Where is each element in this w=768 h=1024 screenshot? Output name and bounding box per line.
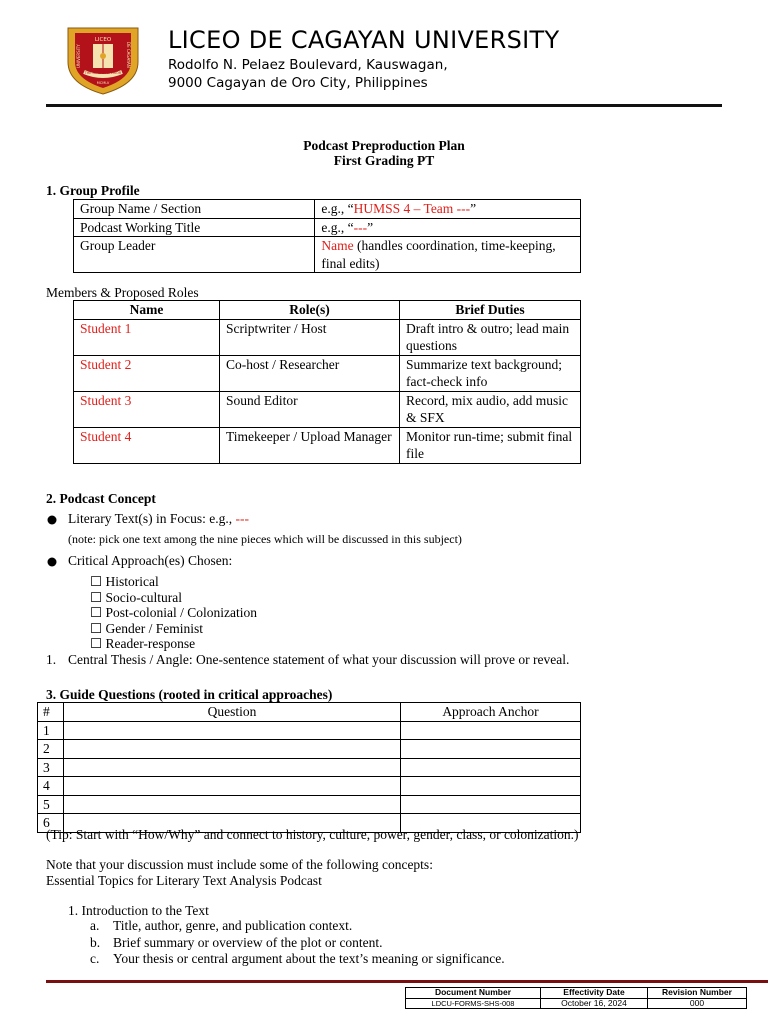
document-number-value: LDCU-FORMS-SHS-008 (406, 998, 541, 1009)
question-cell[interactable] (64, 740, 401, 759)
question-cell[interactable] (64, 758, 401, 777)
list-item (90, 918, 505, 935)
university-name: LICEO DE CAGAYAN UNIVERSITY (168, 26, 560, 54)
section-group-profile-heading: 1. Group Profile (46, 183, 140, 198)
list-text: Title, author, genre, and publication context. (113, 918, 353, 933)
row-number: 3 (38, 758, 64, 777)
table-row (74, 237, 581, 273)
group-leader-label: Group Leader (74, 237, 315, 273)
approach-anchor-cell[interactable] (401, 777, 581, 796)
central-thesis-text: Central Thesis / Angle: One-sentence statement of what your discussion will prove or reveal. (68, 652, 570, 667)
member-name: Student 1 (74, 319, 220, 355)
section-guide-questions-heading: 3. Guide Questions (rooted in critical approaches) (46, 687, 333, 702)
concepts-note (46, 857, 433, 889)
checkbox-reader-response[interactable]: ☐ Reader-response (90, 636, 196, 651)
bullet-icon (46, 513, 58, 525)
table-header-row (74, 301, 581, 320)
critical-approach-label: Critical Approach(es) Chosen: (68, 553, 233, 568)
approach-anchor-cell[interactable] (401, 758, 581, 777)
value-suffix: ” (470, 201, 477, 216)
col-header-effectivity-date: Effectivity Date (541, 988, 648, 999)
checkbox-socio-cultural[interactable]: ☐ Socio-cultural (90, 589, 182, 605)
checkbox-historical[interactable]: ☐ Historical (90, 574, 159, 589)
topic-introduction: 1. Introduction to the Text (68, 903, 209, 918)
approach-anchor-cell[interactable] (401, 740, 581, 759)
row-number: 6 (38, 814, 64, 833)
table-row (38, 721, 581, 740)
podcast-title-label: Podcast Working Title (74, 218, 315, 237)
list-marker: b. (90, 934, 101, 950)
checkbox-post-colonial[interactable]: ☐ Post-colonial / Colonization (90, 605, 257, 620)
university-seal (62, 22, 144, 96)
table-row (406, 998, 747, 1009)
header-divider (46, 104, 722, 107)
table-row (74, 427, 581, 463)
topic-subitems (90, 918, 505, 968)
table-row (74, 319, 581, 355)
concepts-note-line-1: Note that your discussion must include some of the following concepts: (46, 857, 433, 872)
address-line-1: Rodolfo N. Pelaez Boulevard, Kauswagan, (168, 57, 448, 73)
university-address (168, 56, 448, 92)
members-table (73, 300, 581, 464)
footer-divider (46, 980, 768, 983)
table-row (38, 777, 581, 796)
value-suffix: ” (367, 219, 374, 235)
question-cell[interactable] (64, 777, 401, 796)
table-row (38, 795, 581, 814)
value-placeholder: HUMSS 4 – Team --- (353, 201, 471, 216)
question-cell[interactable] (64, 795, 401, 814)
literary-text-placeholder: --- (235, 511, 250, 526)
literary-text-label: Literary Text(s) in Focus: e.g., (68, 511, 236, 526)
col-header-number: # (38, 703, 64, 722)
col-header-duties: Brief Duties (400, 301, 581, 320)
group-leader-value (315, 237, 581, 273)
member-duties: Record, mix audio, add music & SFX (400, 391, 581, 427)
col-header-approach-anchor: Approach Anchor (401, 703, 581, 722)
list-item (90, 935, 505, 952)
section-podcast-concept-heading: 2. Podcast Concept (46, 491, 156, 506)
list-text: Brief summary or overview of the plot or content. (113, 934, 383, 950)
seal-motto: THE MIND SUSPERIOR (84, 71, 122, 75)
guide-questions-table (37, 702, 581, 833)
table-header-row (406, 988, 747, 999)
revision-number-value: 000 (648, 998, 747, 1009)
table-header-row (38, 703, 581, 722)
member-duties: Summarize text background; fact-check info (400, 355, 581, 391)
group-name-label: Group Name / Section (74, 200, 315, 219)
member-name: Student 2 (74, 355, 220, 391)
seal-year: MCMLV (96, 81, 110, 85)
central-thesis-marker: 1. (46, 652, 57, 667)
approach-options (90, 574, 257, 652)
row-number: 1 (38, 721, 64, 740)
question-cell[interactable] (64, 721, 401, 740)
document-title: Podcast Preproduction Plan (303, 138, 465, 153)
address-line-2: 9000 Cagayan de Oro City, Philippines (168, 75, 428, 91)
seal-text-top: LICEO (94, 37, 112, 43)
document-control-table (405, 987, 747, 1009)
col-header-name: Name (74, 301, 220, 320)
member-role: Sound Editor (220, 391, 400, 427)
table-row (74, 391, 581, 427)
checkbox-gender-feminist[interactable]: ☐ Gender / Feminist (90, 620, 203, 636)
col-header-roles: Role(s) (220, 301, 400, 320)
list-marker: a. (90, 918, 100, 933)
list-marker: c. (90, 951, 100, 966)
members-label: Members & Proposed Roles (46, 285, 199, 300)
table-row (74, 355, 581, 391)
row-number: 4 (38, 777, 64, 796)
approach-anchor-cell[interactable] (401, 721, 581, 740)
concepts-note-line-2: Essential Topics for Literary Text Analysis Podcast (46, 873, 322, 888)
bullet-icon (46, 555, 58, 567)
seal-text-right: DE CAGAYAN (126, 42, 131, 68)
effectivity-date-value: October 16, 2024 (541, 998, 648, 1009)
document-subtitle: First Grading PT (333, 153, 435, 168)
member-name: Student 4 (74, 427, 220, 463)
value-suffix: (handles coordination, time-keeping, final edits) (321, 238, 556, 271)
literary-text-line (68, 511, 249, 527)
value-placeholder: --- (353, 219, 368, 235)
member-duties: Monitor run-time; submit final file (400, 427, 581, 463)
group-profile-table (73, 199, 581, 273)
row-number: 2 (38, 740, 64, 759)
table-row (74, 218, 581, 237)
table-row (74, 200, 581, 219)
literary-text-note: (note: pick one text among the nine pieces which will be discussed in this subject) (68, 532, 462, 546)
table-row (38, 758, 581, 777)
approach-anchor-cell[interactable] (401, 795, 581, 814)
list-item (90, 951, 505, 968)
col-header-question: Question (64, 703, 401, 722)
value-prefix: e.g., “ (321, 219, 354, 235)
list-text: Your thesis or central argument about the text’s meaning or significance. (113, 951, 505, 966)
value-prefix: e.g., “ (321, 201, 354, 216)
guide-questions-tip: (Tip: Start with “How/Why” and connect to history, culture, power, gender, class, or colonization.) (46, 827, 579, 842)
col-header-revision-number: Revision Number (648, 988, 747, 999)
col-header-document-number: Document Number (406, 988, 541, 999)
table-row (38, 740, 581, 759)
podcast-title-value (315, 218, 581, 237)
member-role: Timekeeper / Upload Manager (220, 427, 400, 463)
member-duties: Draft intro & outro; lead main questions (400, 319, 581, 355)
member-name: Student 3 (74, 391, 220, 427)
group-name-value (315, 200, 581, 219)
row-number: 5 (38, 795, 64, 814)
member-role: Co-host / Researcher (220, 355, 400, 391)
value-placeholder: Name (321, 238, 354, 253)
seal-text-left: UNIVERSITY (76, 44, 81, 68)
member-role: Scriptwriter / Host (220, 319, 400, 355)
